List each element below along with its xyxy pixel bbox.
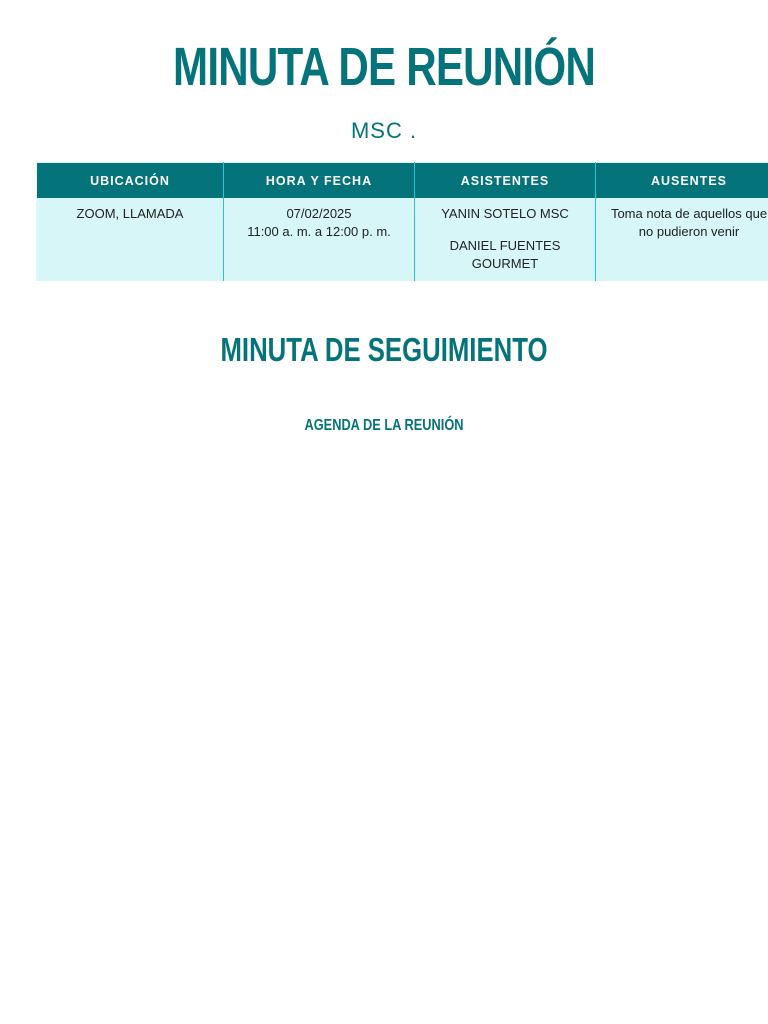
time-value: 11:00 a. m. a 12:00 p. m.	[247, 224, 391, 239]
follow-up-section-title: MINUTA DE SEGUIMIENTO	[220, 331, 548, 368]
attendee-item: YANIN SOTELO MSC	[441, 206, 569, 221]
time-date-cell	[224, 198, 415, 281]
column-header-attendees: ASISTENTES	[415, 163, 596, 199]
column-header-absent: AUSENTES	[596, 163, 768, 199]
meeting-info-table	[36, 162, 768, 281]
location-value: ZOOM, LLAMADA	[76, 206, 184, 221]
organization-subtitle: MSC .	[350, 118, 418, 143]
column-header-time-date: HORA Y FECHA	[224, 163, 415, 199]
date-value: 07/02/2025	[286, 206, 352, 221]
page-title: MINUTA DE REUNIÓN	[173, 37, 595, 97]
column-header-location: UBICACIÓN	[37, 163, 224, 199]
attendees-cell	[415, 198, 596, 281]
absent-note: Toma nota de aquellos que no pudieron venir	[610, 206, 768, 239]
absent-cell	[596, 198, 768, 281]
table-row	[37, 198, 768, 281]
location-cell	[37, 198, 224, 281]
agenda-section-title: AGENDA DE LA REUNIÓN	[304, 417, 464, 434]
table-header-row	[37, 163, 768, 199]
attendee-item: DANIEL FUENTES GOURMET	[449, 238, 561, 271]
